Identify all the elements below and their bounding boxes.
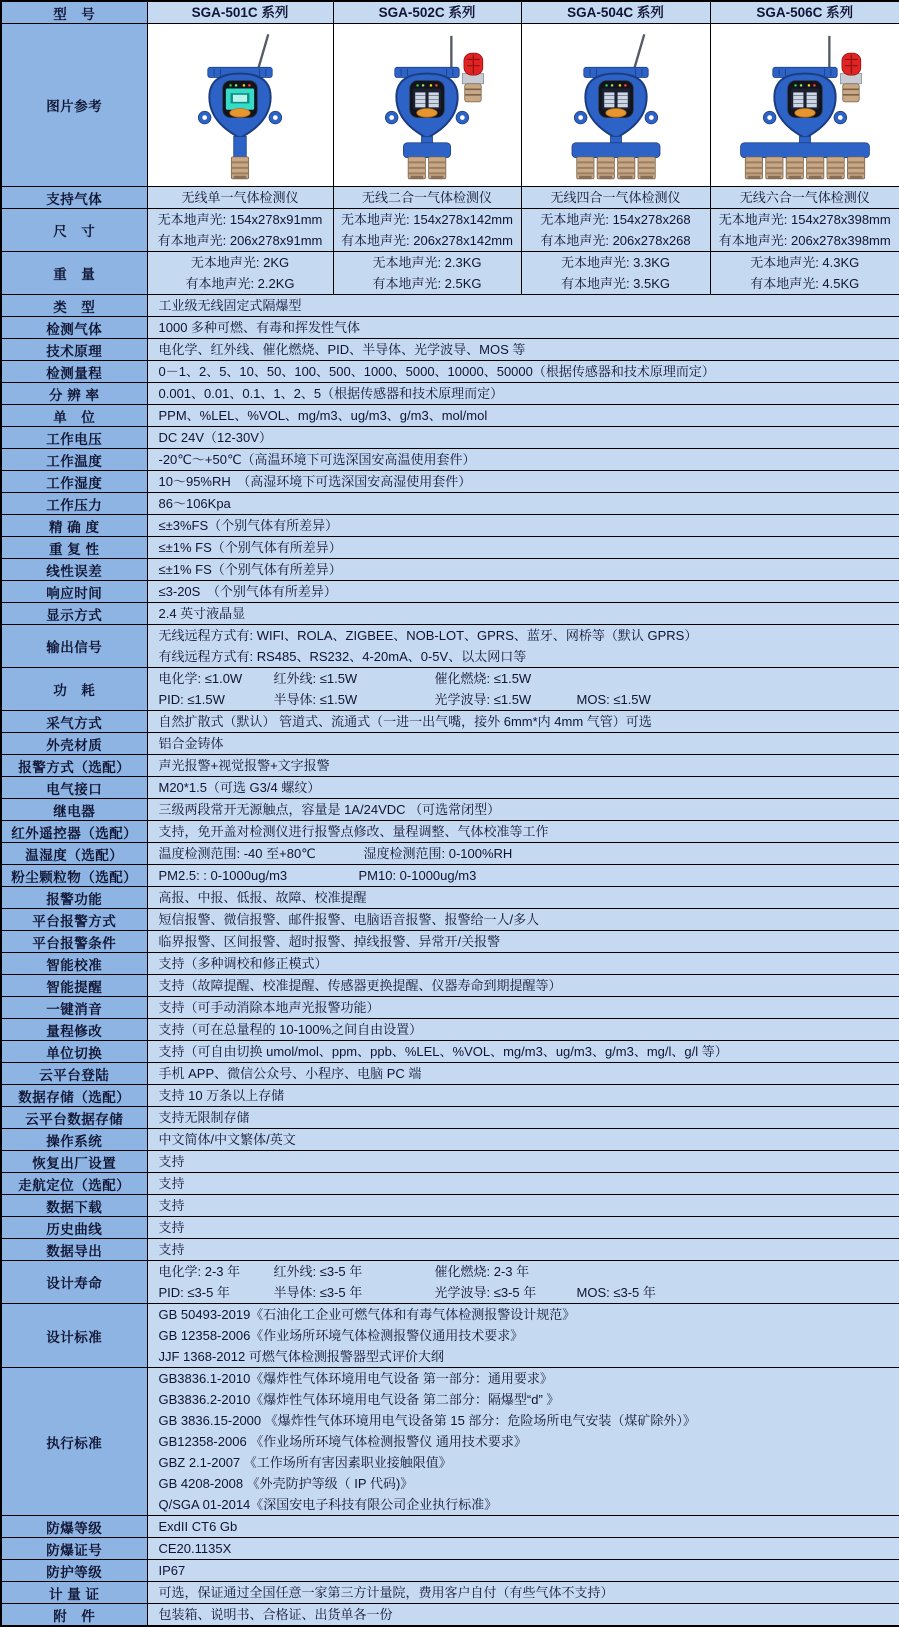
value-text: GBZ 2.1-2007 《工作场所有害因素职业接触限值》 [158,1455,452,1470]
row-label: 继电器 [1,799,147,821]
value-text: 有本地声光: 2.5KG [372,276,482,291]
value-text: 湿度检测范围: 0-100%RH [363,846,513,861]
row-label: 历史曲线 [1,1217,147,1239]
gas-detector-illustration [721,28,889,182]
value-text: 10～95%RH （高湿环境下可选深国安高湿使用套件） [158,474,472,489]
table-row [1,1019,899,1041]
table-row [1,953,899,975]
row-value [521,252,710,295]
row-label: 设计标准 [1,1304,147,1368]
row-label: 检测气体 [1,317,147,339]
row-label: 单位切换 [1,1041,147,1063]
row-value [147,865,899,887]
table-row [1,187,899,209]
row-value [147,975,899,997]
table-row [1,799,899,821]
value-text: 包装箱、说明书、合格证、出货单各一份 [158,1607,393,1622]
row-value [147,1516,899,1538]
row-label: 工作电压 [1,427,147,449]
row-value [147,799,899,821]
row-label: 走航定位（选配） [1,1173,147,1195]
value-text: 支持 [158,1154,185,1169]
row-label: 重 复 性 [1,537,147,559]
value-text: GB12358-2006 《作业场所环境气体检测报警仪 通用技术要求》 [158,1434,527,1449]
table-row [1,887,899,909]
value-text: 无本地声光: 2.3KG [372,255,482,270]
value-text: 光学波导: ≤3-5 年 [434,1285,537,1300]
table-row [1,209,899,252]
row-value [333,209,521,252]
value-text: 有本地声光: 4.5KG [750,276,860,291]
table-row [1,909,899,931]
value-text: M20*1.5（可选 G3/4 螺纹） [158,780,321,795]
table-row [1,1173,899,1195]
row-value [147,361,899,383]
table-row [1,361,899,383]
row-label: 数据导出 [1,1239,147,1261]
gas-detector-illustration [156,28,324,182]
row-value [147,843,899,865]
table-row [1,711,899,733]
row-value [333,187,521,209]
row-value [147,559,899,581]
table-row [1,733,899,755]
table-row [1,625,899,668]
row-value [147,733,899,755]
value-text: JJF 1368-2012 可燃气体检测报警器型式评价大纲 [158,1349,444,1364]
table-row [1,1,899,24]
value-text: 温度检测范围: -40 至+80℃ [158,846,316,861]
table-row [1,252,899,295]
value-text: 有本地声光: 206x278x91mm [157,233,323,248]
model-name [710,1,899,24]
table-row [1,1041,899,1063]
table-row [1,668,899,711]
value-text: GB 50493-2019《石油化工企业可燃气体和有毒气体检测报警设计规范》 [158,1307,576,1322]
row-label: 温湿度（选配） [1,843,147,865]
row-label: 防爆等级 [1,1516,147,1538]
table-row [1,1085,899,1107]
value-text: 无本地声光: 154x278x268 [540,212,691,227]
value-text: 有本地声光: 3.5KG [560,276,671,291]
table-row [1,1261,899,1304]
table-row [1,1604,899,1627]
row-label: 执行标准 [1,1368,147,1516]
value-text: 有本地声光: 206x278x142mm [341,233,513,248]
value-text: ≤±1% FS（个别气体有所差异） [158,540,342,555]
row-label: 线性误差 [1,559,147,581]
value-text: ≤±1% FS（个别气体有所差异） [158,562,342,577]
row-label: 操作系统 [1,1129,147,1151]
row-value [147,1085,899,1107]
gas-detector-illustration [532,28,700,182]
table-row [1,777,899,799]
table-row [1,997,899,1019]
table-row [1,405,899,427]
row-value [147,953,899,975]
row-label: 外壳材质 [1,733,147,755]
row-value [521,187,710,209]
value-text: 支持，免开盖对检测仪进行报警点修改、量程调整、气体校准等工作 [158,824,549,839]
row-value [147,1019,899,1041]
value-text: 临界报警、区间报警、超时报警、掉线报警、异常开/关报警 [158,934,501,949]
value-text: 短信报警、微信报警、邮件报警、电脑语音报警、报警给一人/多人 [158,912,540,927]
row-value [147,405,899,427]
row-value [147,427,899,449]
row-value [147,1239,899,1261]
row-value [147,339,899,361]
row-value [147,909,899,931]
value-text: IP67 [158,1563,186,1578]
row-value [147,1538,899,1560]
value-text: 0.001、0.01、0.1、1、2、5（根据传感器和技术原理而定） [158,386,504,401]
row-value [147,1217,899,1239]
table-row [1,603,899,625]
table-row [1,449,899,471]
row-label: 采气方式 [1,711,147,733]
value-text: 支持（可自由切换 umol/mol、ppm、ppb、%LEL、%VOL、mg/m3、ug/m3、g/m3、mg/l、g/l 等） [158,1044,728,1059]
row-label: 技术原理 [1,339,147,361]
model-name [521,1,710,24]
value-text: 无本地声光: 2KG [190,255,290,270]
row-value [147,1604,899,1627]
row-value [147,1368,899,1516]
table-row [1,1560,899,1582]
value-text: 支持 [158,1176,185,1191]
row-value [147,537,899,559]
row-label: 响应时间 [1,581,147,603]
value-text: 电化学、红外线、催化燃烧、PID、半导体、光学波导、MOS 等 [158,342,526,357]
row-label: 计 量 证 [1,1582,147,1604]
value-text: 铝合金铸体 [158,736,224,751]
row-label: 防护等级 [1,1560,147,1582]
row-label: 报警方式（选配） [1,755,147,777]
row-value [147,515,899,537]
row-value [147,1063,899,1085]
value-text: Q/SGA 01-2014《深国安电子科技有限公司企业执行标准》 [158,1497,498,1512]
row-value [147,383,899,405]
row-value [147,1041,899,1063]
table-row [1,493,899,515]
value-text: 中文简体/中文繁体/英文 [158,1132,296,1147]
row-label: 一键消音 [1,997,147,1019]
row-label: 精 确 度 [1,515,147,537]
value-text: 支持（故障提醒、校准提醒、传感器更换提醒、仪器寿命到期提醒等） [158,978,562,993]
value-text: 光学波导: ≤1.5W [434,692,532,707]
value-text: SGA-506C 系列 [756,5,854,20]
value-text: ≤3-20S （个别气体有所差异） [158,584,337,599]
row-label: 单 位 [1,405,147,427]
value-text: 支持 [158,1220,185,1235]
value-text: 无线六合一气体检测仪 [739,190,870,205]
row-value [147,471,899,493]
value-text: 电化学: ≤1.0W [158,671,243,686]
table-row [1,975,899,997]
value-text: SGA-504C 系列 [567,5,664,20]
value-text: 自然扩散式（默认） 管道式、流通式（一进一出气嘴，接外 6mm*内 4mm 气管）可选 [158,714,652,729]
row-value [147,821,899,843]
row-value [147,449,899,471]
row-value [710,252,899,295]
value-text: 支持（可在总量程的 10-100%之间自由设置） [158,1022,423,1037]
value-text: 支持无限制存储 [158,1110,250,1125]
row-label: 分 辨 率 [1,383,147,405]
value-text: 有本地声光: 2.2KG [185,276,295,291]
device-image [333,24,521,187]
row-value [147,603,899,625]
row-label: 显示方式 [1,603,147,625]
value-text: 支持 [158,1198,185,1213]
value-text: 无线远程方式有: WIFI、ROLA、ZIGBEE、NOB-LOT、GPRS、蓝牙、网桥等（默认 GPRS） [158,628,698,643]
device-image [521,24,710,187]
value-text: 无线单一气体检测仪 [181,190,299,205]
row-value [147,493,899,515]
value-text: 无本地声光: 154x278x142mm [341,212,513,227]
device-image [710,24,899,187]
value-text: GB 4208-2008 《外壳防护等级（ IP 代码)》 [158,1476,414,1491]
table-row [1,1063,899,1085]
value-text: 电化学: 2-3 年 [158,1264,241,1279]
row-value [333,252,521,295]
table-row [1,559,899,581]
table-row [1,427,899,449]
row-value [147,711,899,733]
row-value [147,1261,899,1304]
value-text: 无本地声光: 4.3KG [750,255,860,270]
row-label: 附 件 [1,1604,147,1627]
row-value [147,295,899,317]
value-text: 声光报警+视觉报警+文字报警 [158,758,330,773]
row-label: 工作温度 [1,449,147,471]
value-text: 催化燃烧: 2-3 年 [434,1264,530,1279]
row-label: 工作湿度 [1,471,147,493]
value-text: 无线四合一气体检测仪 [550,190,681,205]
row-label: 云平台数据存储 [1,1107,147,1129]
row-value [147,1151,899,1173]
value-text: DC 24V（12-30V） [158,430,272,445]
table-row [1,581,899,603]
row-label: 粉尘颗粒物（选配） [1,865,147,887]
value-text: 无本地声光: 3.3KG [560,255,671,270]
row-label: 平台报警条件 [1,931,147,953]
value-text: 支持（可手动消除本地声光报警功能） [158,1000,380,1015]
table-row [1,471,899,493]
row-value [147,252,333,295]
table-row [1,295,899,317]
value-text: 1000 多种可燃、有毒和挥发性气体 [158,320,361,335]
row-value [147,1304,899,1368]
row-value [147,317,899,339]
value-text: PID: ≤1.5W [158,692,225,707]
value-text: GB3836.1-2010《爆炸性气体环境用电气设备 第一部分：通用要求》 [158,1371,553,1386]
table-row [1,755,899,777]
value-text: 无本地声光: 154x278x91mm [157,212,323,227]
row-label: 数据存储（选配） [1,1085,147,1107]
row-label: 设计寿命 [1,1261,147,1304]
row-value [147,1195,899,1217]
row-value [521,209,710,252]
model-name [147,1,333,24]
row-label: 型 号 [1,1,147,24]
row-value [710,209,899,252]
value-text: 三级两段常开无源触点，容量是 1A/24VDC （可选常闭型） [158,802,501,817]
value-text: ExdII CT6 Gb [158,1519,238,1534]
model-name [333,1,521,24]
value-text: SGA-502C 系列 [378,5,476,20]
value-text: 半导体: ≤1.5W [273,692,358,707]
table-row [1,843,899,865]
row-label: 输出信号 [1,625,147,668]
row-label: 类 型 [1,295,147,317]
value-text: 0－1、2、5、10、50、100、500、1000、5000、10000、50000（根据传感器和技术原理而定） [158,364,715,379]
row-value [147,1173,899,1195]
value-text: 有线远程方式有: RS485、RS232、4-20mA、0-5V、以太网口等 [158,649,527,664]
value-text: 工业级无线固定式隔爆型 [158,298,302,313]
value-text: 手机 APP、微信公众号、小程序、电脑 PC 端 [158,1066,422,1081]
row-value [147,931,899,953]
value-text: 无本地声光: 154x278x398mm [718,212,891,227]
row-label: 防爆证号 [1,1538,147,1560]
value-text: 86～106Kpa [158,496,231,511]
value-text: 有本地声光: 206x278x268 [540,233,691,248]
row-value [147,1129,899,1151]
row-value [147,1107,899,1129]
table-row [1,1151,899,1173]
row-value [147,777,899,799]
table-row [1,1239,899,1261]
table-row [1,1516,899,1538]
value-text: 高报、中报、低报、故障、校准提醒 [158,890,367,905]
table-row [1,1107,899,1129]
row-value [147,581,899,603]
row-value [710,187,899,209]
value-text: 2.4 英寸液晶显 [158,606,246,621]
row-label: 云平台登陆 [1,1063,147,1085]
value-text: PM10: 0-1000ug/m3 [358,868,477,883]
value-text: ≤±3%FS（个别气体有所差异） [158,518,339,533]
table-row [1,1582,899,1604]
table-row [1,24,899,187]
value-text: 有本地声光: 206x278x398mm [718,233,891,248]
table-row [1,1129,899,1151]
row-value [147,887,899,909]
value-text: 可选，保证通过全国任意一家第三方计量院，费用客户自付（有些气体不支持） [158,1585,614,1600]
value-text: PM2.5: : 0-1000ug/m3 [158,868,288,883]
value-text: GB3836.2-2010《爆炸性气体环境用电气设备 第二部分：隔爆型“d” 》 [158,1392,560,1407]
row-value [147,1560,899,1582]
value-text: -20℃～+50℃（高温环境下可选深国安高温使用套件） [158,452,476,467]
value-text: 支持（多种调校和修正模式） [158,956,328,971]
row-label: 图片参考 [1,24,147,187]
table-row [1,865,899,887]
value-text: 半导体: ≤3-5 年 [273,1285,363,1300]
row-label: 智能提醒 [1,975,147,997]
row-label: 检测量程 [1,361,147,383]
row-label: 平台报警方式 [1,909,147,931]
row-value [147,668,899,711]
value-text: GB 12358-2006《作业场所环境气体检测报警仪通用技术要求》 [158,1328,524,1343]
value-text: GB 3836.15-2000 《爆炸性气体环境用电气设备第 15 部分：危险场所电气安装（煤矿除外）》 [158,1413,696,1428]
table-row [1,317,899,339]
value-text: 催化燃烧: ≤1.5W [434,671,532,686]
row-value [147,625,899,668]
table-row [1,1304,899,1368]
gas-detector-illustration [343,28,511,182]
table-row [1,1368,899,1516]
value-text: 红外线: ≤1.5W [273,671,358,686]
row-label: 报警功能 [1,887,147,909]
table-row [1,1195,899,1217]
row-label: 数据下载 [1,1195,147,1217]
row-label: 功 耗 [1,668,147,711]
device-image [147,24,333,187]
row-label: 红外遥控器（选配） [1,821,147,843]
row-value [147,209,333,252]
value-text: MOS: ≤3-5 年 [576,1285,656,1300]
table-row [1,821,899,843]
row-label: 尺 寸 [1,209,147,252]
row-value [147,997,899,1019]
table-row [1,515,899,537]
row-value [147,1582,899,1604]
value-text: 无线二合一气体检测仪 [361,190,492,205]
value-text: PID: ≤3-5 年 [158,1285,230,1300]
row-value [147,755,899,777]
row-label: 重 量 [1,252,147,295]
row-label: 工作压力 [1,493,147,515]
value-text: 支持 10 万条以上存储 [158,1088,285,1103]
table-row [1,931,899,953]
table-row [1,1538,899,1560]
value-text: MOS: ≤1.5W [576,692,651,707]
row-label: 量程修改 [1,1019,147,1041]
value-text: CE20.1135X [158,1541,232,1556]
value-text: 红外线: ≤3-5 年 [273,1264,363,1279]
value-text: SGA-501C 系列 [191,5,289,20]
row-label: 恢复出厂设置 [1,1151,147,1173]
table-row [1,339,899,361]
row-value [147,187,333,209]
value-text: 支持 [158,1242,185,1257]
row-label: 支持气体 [1,187,147,209]
table-row [1,537,899,559]
table-row [1,1217,899,1239]
row-label: 智能校准 [1,953,147,975]
row-label: 电气接口 [1,777,147,799]
table-row [1,383,899,405]
value-text: PPM、%LEL、%VOL、mg/m3、ug/m3、g/m3、mol/mol [158,408,488,423]
